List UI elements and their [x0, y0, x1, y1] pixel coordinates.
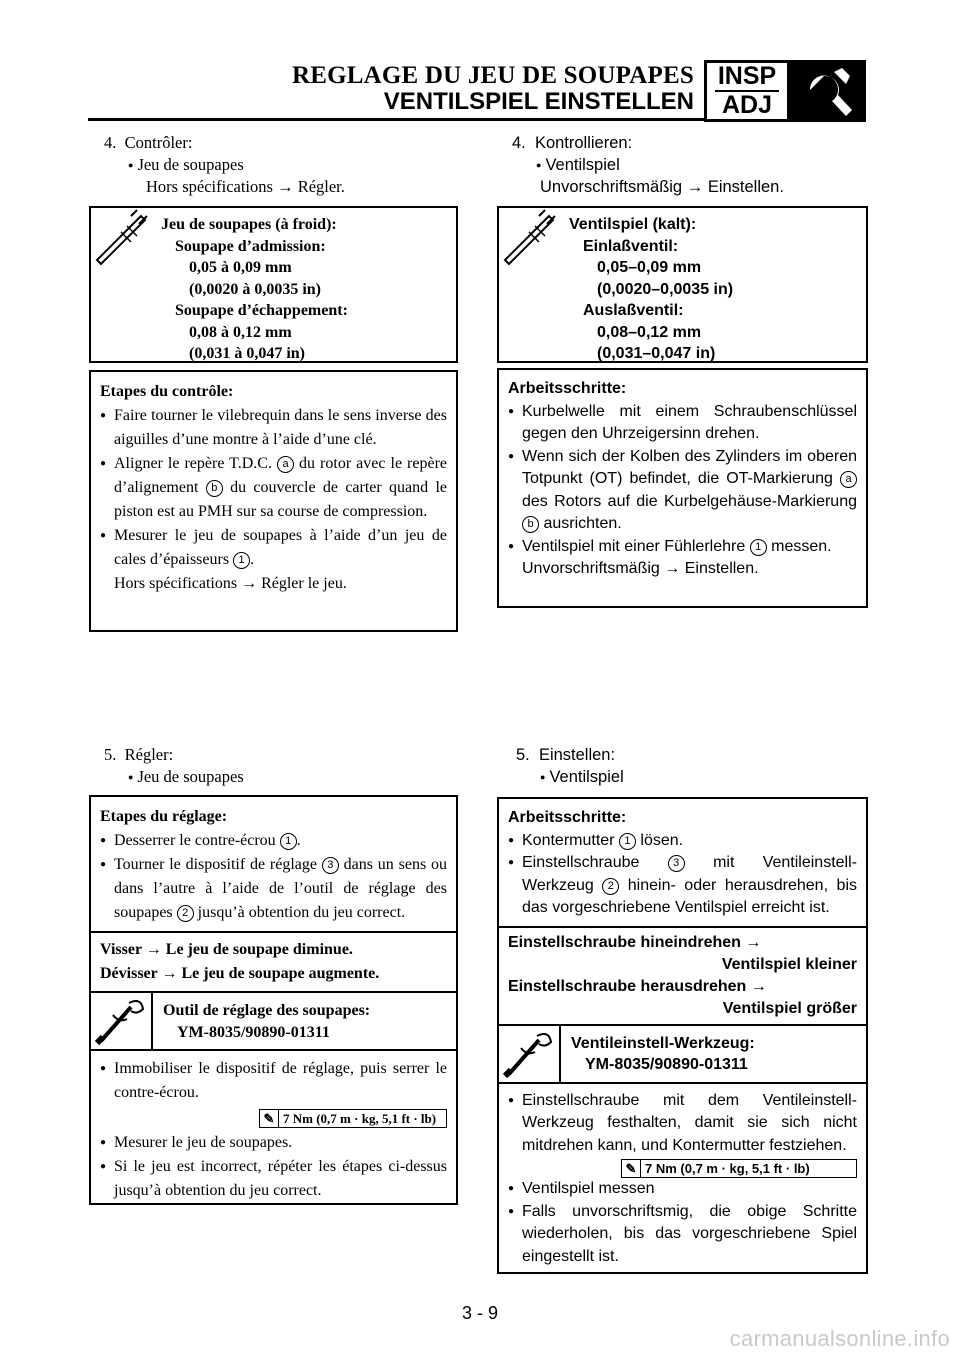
de-screw-in-result: Ventilspiel kleiner — [721, 955, 857, 973]
fr-check-title: Etapes du contrôle: — [100, 383, 234, 400]
header-title-german: VENTILSPIEL EINSTELLEN — [383, 88, 694, 115]
fr-step5-label: Régler: — [124, 745, 174, 764]
fr-screw-direction — [91, 931, 456, 991]
fr-check-bullet-2 — [100, 452, 447, 524]
valve-adjusting-tool-icon — [91, 993, 153, 1049]
fr-adjust-bullet-4: ● Mesurer le jeu de soupapes. — [100, 1131, 447, 1155]
fr-check-b2c: du couvercle de carter quand le piston est au PMH sur sa course de compression. — [114, 479, 448, 520]
de-check-bullet-3 — [508, 536, 857, 559]
fr-check-bullet-1: ● Faire tourner le vilebrequin dans le sens inverse des aiguilles d’une montre à l’aide d’une clé. — [100, 404, 447, 452]
de-screw-out-result: Ventilspiel größer — [722, 999, 857, 1017]
fr-torque-value: 7 Nm (0,7 m · kg, 5,1 ft · lb) — [283, 1111, 437, 1126]
fr-adjust-bullet-3: ● Immobiliser le dispositif de réglage, puis serrer le contre-écrou. — [100, 1057, 447, 1105]
fr-step4 — [104, 132, 464, 198]
mark-a-ref: a — [840, 471, 857, 488]
de-step4-action: Einstellen. — [707, 178, 784, 196]
de-screw-in: Einstellschraube hineindrehen — [508, 933, 741, 951]
fr-spec-intake-label: Soupape d’admission: — [175, 237, 326, 255]
fr-spec-title: Jeu de soupapes (à froid): — [161, 216, 337, 233]
fr-step5-item: Jeu de soupapes — [137, 767, 244, 786]
fr-screw-in: Visser — [100, 941, 142, 958]
fr-tool-spec — [91, 991, 456, 1049]
badge-adj: ADJ — [721, 91, 772, 119]
fr-adjust-b1b: . — [296, 832, 301, 849]
fr-tool-number: YM-8035/90890-01311 — [177, 1023, 330, 1041]
ref-3: 3 — [668, 855, 685, 872]
arrow-icon: → — [745, 933, 762, 951]
de-spec-intake-in: (0,0020–0,0035 in) — [597, 280, 734, 298]
fr-check-b3action: Régler le jeu. — [261, 575, 347, 592]
fr-screw-out: Dévisser — [100, 965, 158, 982]
fr-check-b3a: Mesurer le jeu de soupapes à l’aide d’un jeu de cales d’épaisseurs — [114, 527, 447, 568]
de-check-procedure-box — [497, 368, 868, 608]
ref-2: 2 — [177, 905, 194, 922]
fr-adjust-bullet-5: ● Si le jeu est incorrect, répéter les étapes ci-dessus jusqu’à obtention du jeu correct. — [100, 1155, 447, 1203]
fr-check-b3note: Hors spécifications — [114, 575, 238, 592]
de-step4-note: Unvorschriftsmäßig — [540, 178, 683, 196]
fr-step5-number: 5. — [104, 745, 117, 764]
de-torque-value: 7 Nm (0,7 m · kg, 5,1 ft · lb) — [645, 1161, 810, 1176]
valve-adjusting-tool-icon — [499, 1026, 561, 1082]
fr-step4-label: Contrôler: — [124, 133, 193, 152]
de-spec-exhaust-mm: 0,08–0,12 mm — [597, 323, 702, 341]
fr-screw-in-result: Le jeu de soupape diminue. — [165, 941, 353, 958]
ref-1: 1 — [619, 833, 636, 850]
watermark: carmanualsonline.info — [729, 1326, 950, 1351]
de-adjust-b1b: lösen. — [640, 831, 684, 849]
de-clearance-spec-box — [497, 206, 868, 363]
de-check-b2c: ausrichten. — [543, 515, 622, 532]
de-adjust-bullet-4: ● Ventilspiel messen — [508, 1178, 857, 1201]
ref-1: 1 — [233, 552, 250, 569]
fr-adjust-b2b: dans un sens ou dans l’autre à l’aide de l’outil de réglage des soupapes — [114, 856, 448, 921]
de-check-b3note: Unvorschriftsmäßig — [522, 560, 660, 577]
arrow-icon: → — [664, 560, 681, 577]
page-number: 3 - 9 — [461, 1303, 499, 1323]
de-adjust-b3: Einstellschraube mit dem Ventileinstell-Werkzeug festhalten, damit sie sich nicht mitdrehen kann, und Kontermutter festziehen. — [522, 1091, 857, 1154]
arrow-icon: → — [161, 965, 178, 982]
de-tool-title: Ventileinstell-Werkzeug: — [571, 1034, 755, 1052]
de-step4-item: Ventilspiel — [545, 156, 620, 174]
fr-check-b2b: du rotor avec le repère d’alignement — [114, 455, 448, 496]
inspection-adjust-badge — [704, 60, 790, 122]
arrow-icon: → — [277, 177, 294, 196]
fr-clearance-spec-box — [89, 206, 458, 363]
arrow-icon: → — [686, 178, 704, 196]
badge-insp: INSP — [715, 63, 779, 92]
fr-spec-exhaust-in: (0,031 à 0,047 in) — [189, 345, 305, 362]
de-check-b3a: Ventilspiel mit einer Fühlerlehre — [522, 537, 746, 555]
de-adjust-bullet-3 — [508, 1090, 857, 1176]
wrench-tool-icon — [790, 60, 866, 122]
fr-spec-exhaust-mm: 0,08 à 0,12 mm — [189, 323, 292, 341]
fr-check-b2a: Aligner le repère T.D.C. — [114, 455, 272, 472]
fr-step5 — [104, 744, 464, 788]
de-step4-number: 4. — [512, 134, 526, 152]
de-adjust-bullet-2 — [508, 852, 857, 920]
de-step5 — [516, 744, 876, 788]
de-check-b2b: des Rotors auf die Kurbelgehäuse-Markierung — [522, 492, 857, 510]
fr-adjust-b1a: Desserrer le contre-écrou — [114, 832, 276, 849]
mark-b-ref: b — [522, 516, 539, 533]
fr-adjust-bullet-2 — [100, 853, 447, 925]
fr-adjust-bullet-1 — [100, 829, 447, 853]
header-rule — [88, 118, 708, 121]
fr-screw-out-result: Le jeu de soupape augmente. — [181, 965, 380, 982]
fr-torque-spec — [259, 1109, 447, 1128]
arrow-icon: → — [241, 575, 258, 592]
fr-adjust-b2c: jusqu’à obtention du jeu correct. — [197, 904, 406, 921]
fr-check-bullet-3 — [100, 524, 447, 572]
fr-spec-intake-mm: 0,05 à 0,09 mm — [189, 259, 292, 276]
arrow-icon: → — [145, 941, 162, 958]
mark-a-ref: a — [277, 456, 294, 473]
de-step4 — [512, 132, 872, 198]
de-step5-number: 5. — [516, 746, 530, 764]
fr-adjust-b2a: Tourner le dispositif de réglage — [114, 856, 317, 873]
fr-adjust-procedure-box — [89, 795, 458, 1205]
de-check-bullet-2 — [508, 446, 857, 536]
ref-3: 3 — [322, 857, 339, 874]
de-check-title: Arbeitsschritte: — [508, 380, 627, 397]
fr-tool-title: Outil de réglage des soupapes: — [163, 1002, 371, 1019]
fr-adjust-title: Etapes du réglage: — [100, 808, 228, 825]
de-check-b3action: Einstellen. — [684, 560, 759, 577]
arrow-icon: → — [750, 977, 767, 995]
de-adjust-b2b: mit Ventileinstell-Werkzeug — [522, 854, 857, 894]
de-check-b3b: messen. — [771, 537, 832, 555]
de-spec-exhaust-in: (0,031–0,047 in) — [597, 345, 716, 362]
caliper-icon — [499, 208, 559, 361]
torque-wrench-icon: ✎ — [260, 1110, 279, 1127]
de-adjust-b2a: Einstellschraube — [522, 854, 640, 871]
fr-spec-exhaust-label: Soupape d’échappement: — [175, 302, 348, 319]
fr-step4-item: Jeu de soupapes — [137, 155, 244, 174]
ref-1: 1 — [280, 833, 297, 850]
de-screw-out: Einstellschraube herausdrehen — [508, 977, 747, 995]
fr-check-procedure-box — [89, 370, 458, 632]
de-step5-item: Ventilspiel — [549, 768, 624, 786]
de-adjust-title: Arbeitsschritte: — [508, 809, 627, 826]
de-adjust-b2c: hinein- oder herausdrehen, bis das vorgeschriebene Ventilspiel erreicht ist. — [522, 876, 857, 916]
de-torque-spec — [621, 1159, 857, 1178]
fr-step4-action: Régler. — [297, 177, 345, 196]
de-adjust-b1a: Kontermutter — [522, 831, 615, 849]
de-adjust-bullet-1 — [508, 830, 857, 853]
de-spec-exhaust-label: Auslaßventil: — [583, 302, 684, 319]
de-spec-title: Ventilspiel (kalt): — [569, 216, 697, 233]
caliper-icon — [91, 208, 151, 361]
header-title-french: REGLAGE DU JEU DE SOUPAPES — [291, 62, 694, 89]
de-adjust-procedure-box — [497, 797, 868, 1274]
de-screw-direction — [499, 926, 866, 1024]
mark-b-ref: b — [206, 480, 223, 497]
fr-spec-intake-in: (0,0020 à 0,0035 in) — [189, 280, 321, 298]
de-check-bullet-1: ● Kurbelwelle mit einem Schraubenschlüssel gegen den Uhrzeigersinn drehen. — [508, 401, 857, 446]
torque-wrench-icon: ✎ — [622, 1160, 641, 1177]
de-spec-intake-mm: 0,05–0,09 mm — [597, 259, 702, 276]
fr-step4-note: Hors spécifications — [146, 177, 273, 196]
de-spec-intake-label: Einlaßventil: — [583, 237, 679, 255]
de-tool-spec — [499, 1024, 866, 1082]
ref-2: 2 — [602, 878, 619, 895]
de-check-b2a: Wenn sich der Kolben des Zylinders im oberen Totpunkt (OT) befindet, die OT-Markierung — [522, 447, 857, 487]
de-tool-number: YM-8035/90890-01311 — [585, 1056, 748, 1073]
de-step5-label: Einstellen: — [538, 746, 616, 764]
de-step4-label: Kontrollieren: — [534, 134, 633, 152]
fr-check-b3b: . — [250, 551, 255, 568]
de-adjust-bullet-5: ● Falls unvorschriftsmig, die obige Schritte wiederholen, bis das vorgeschriebene Spiel eingestellt ist. — [508, 1201, 857, 1269]
ref-1: 1 — [750, 539, 767, 556]
fr-step4-number: 4. — [104, 133, 117, 152]
